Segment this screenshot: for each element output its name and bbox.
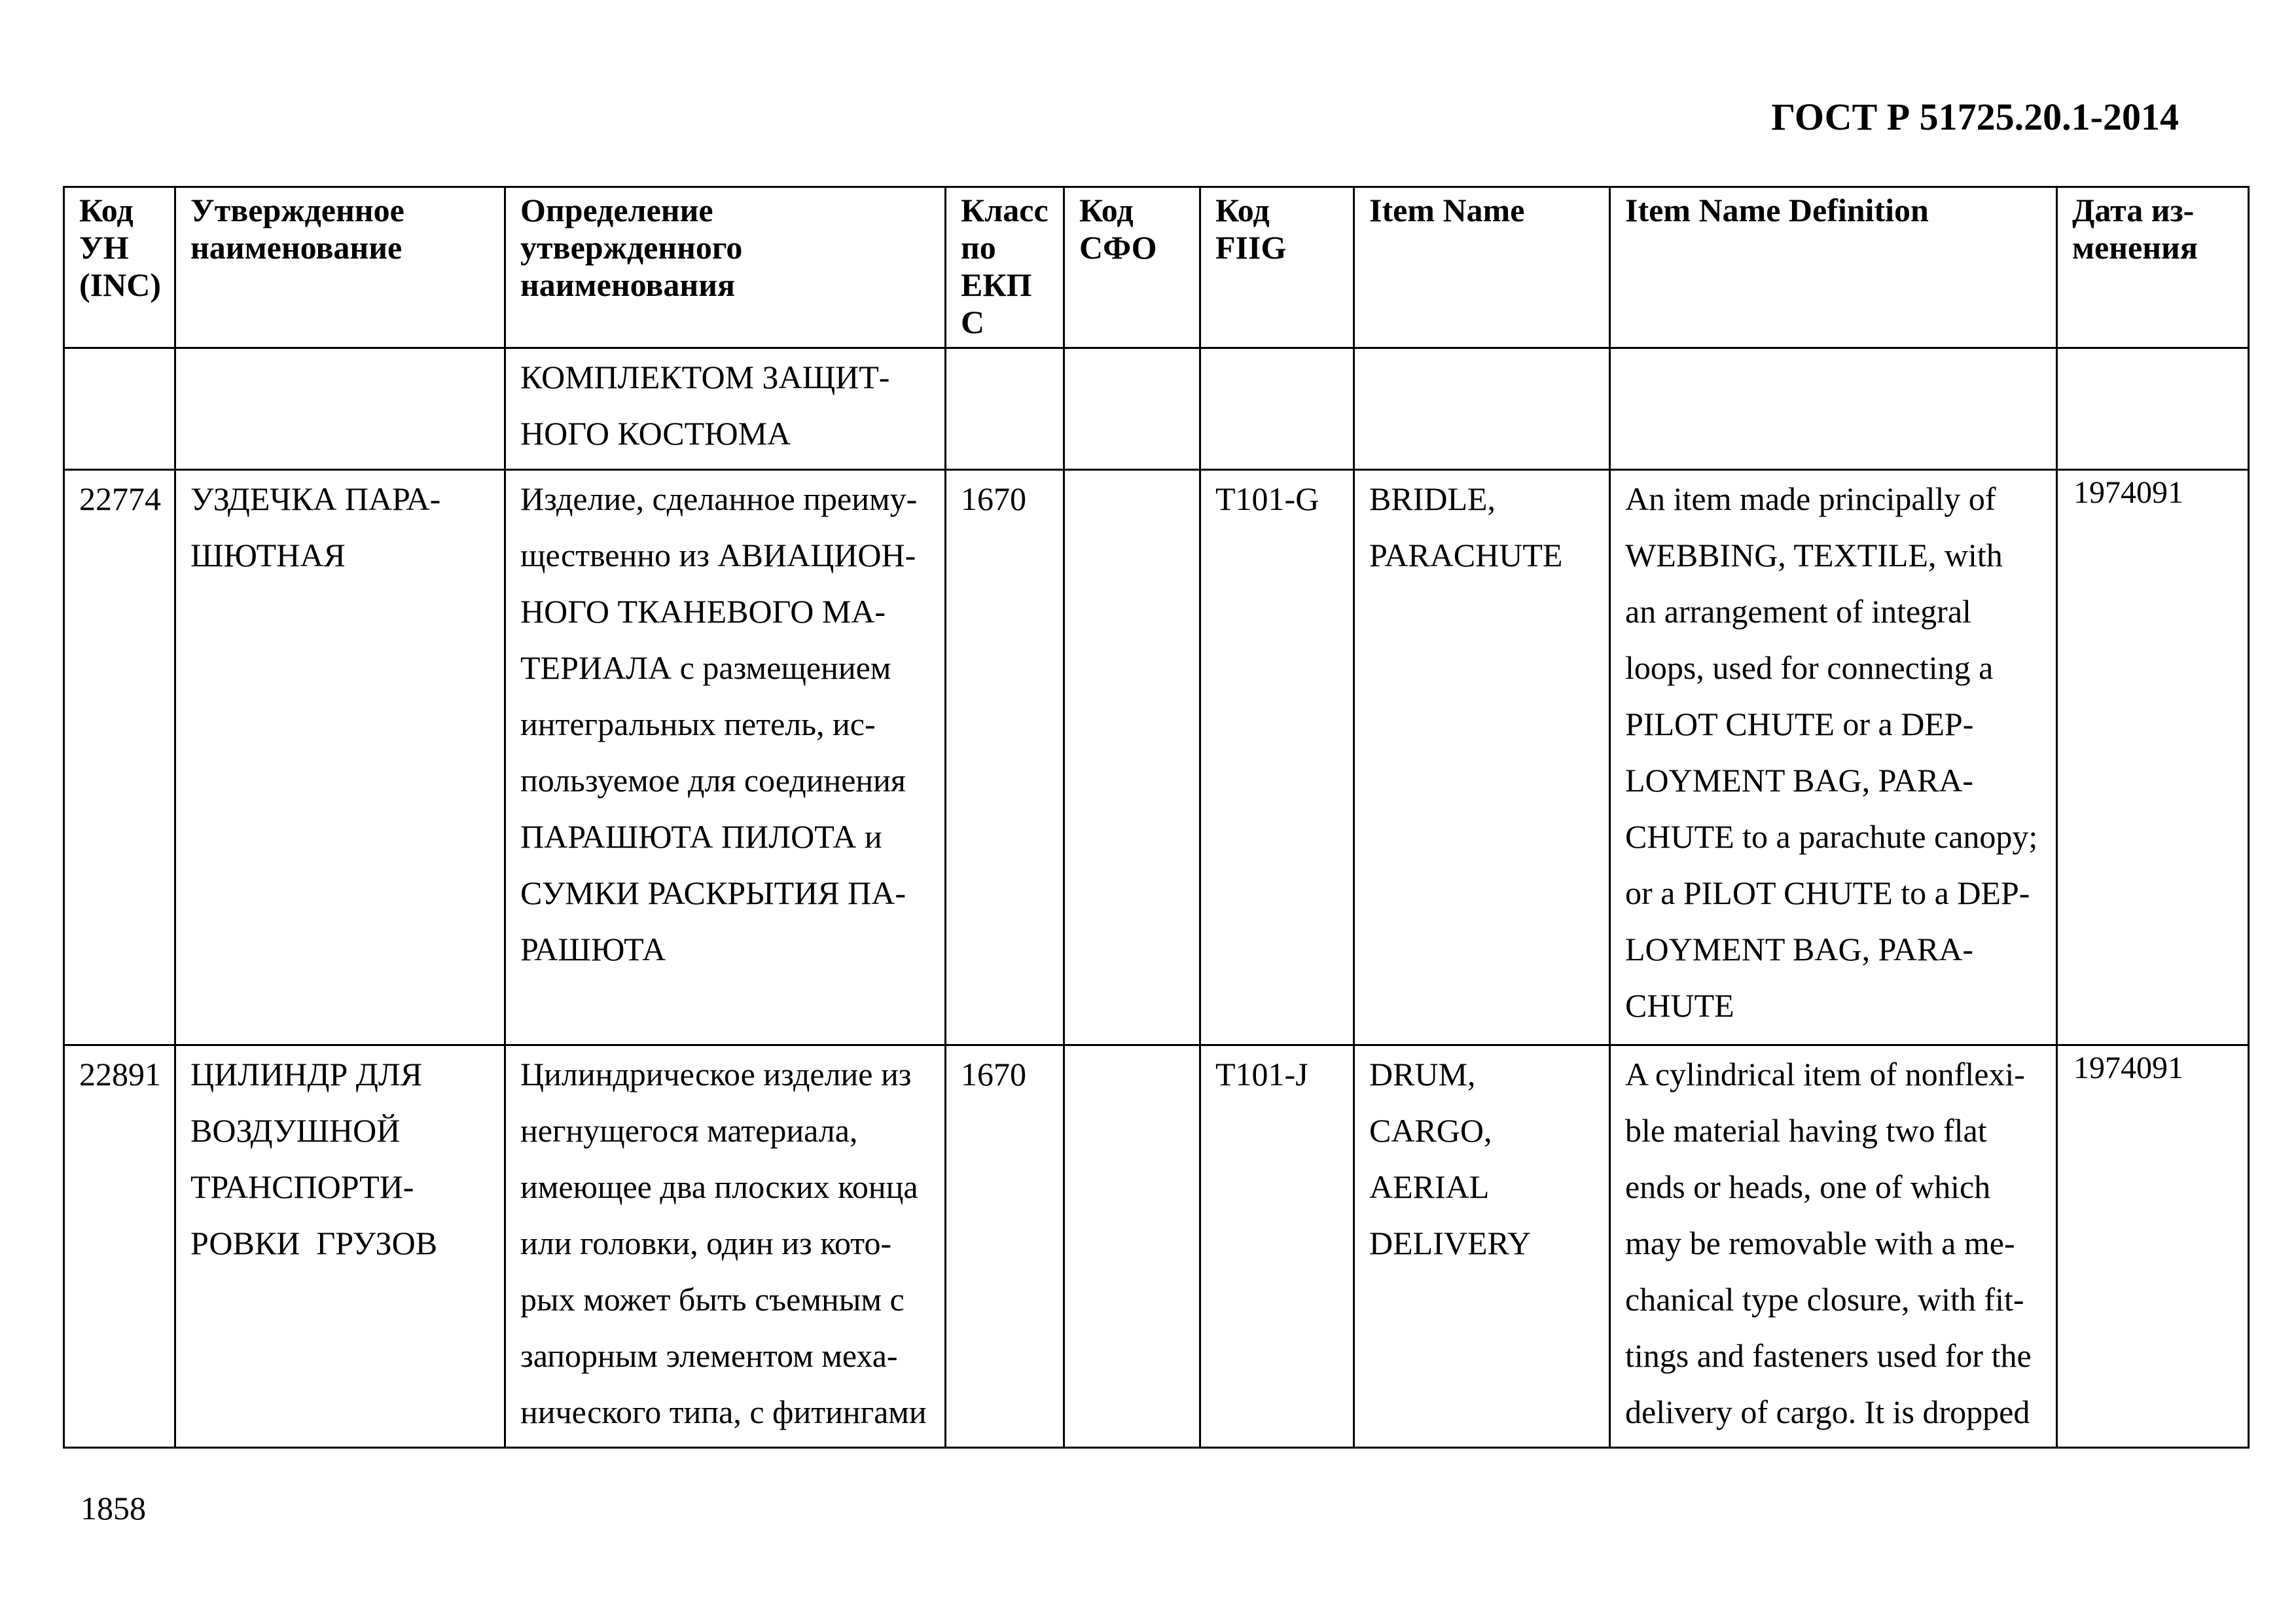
cell-ekps-class <box>946 348 1064 470</box>
nomenclature-table <box>63 186 2250 1449</box>
cell-inc-code: 22774 <box>64 470 175 1045</box>
cell-item-name: BRIDLE, PARACHUTE <box>1354 470 1610 1045</box>
header-fiig-code: Код FIIG <box>1200 187 1354 348</box>
cell-fiig-code: T101-J <box>1200 1045 1354 1448</box>
cell-definition: КОМПЛЕКТОМ ЗАЩИТ- НОГО КОСТЮМА <box>505 348 946 470</box>
cell-inc-code <box>64 348 175 470</box>
cell-definition: Изделие, сделанное преиму- щественно из АВИАЦИОН- НОГО ТКАНЕВОГО МА- ТЕРИАЛА с размещением интегральных петель, ис- пользуемое для соединения ПАРАШЮТА ПИЛОТА и СУМКИ РАСКРЫТИЯ ПА- РАШЮТА <box>505 470 946 1045</box>
header-approved-name: Утвержденное наименование <box>175 187 505 348</box>
cell-change-date: 1974091 <box>2057 470 2249 1045</box>
cell-item-name <box>1354 348 1610 470</box>
cell-item-name-definition <box>1610 348 2057 470</box>
cell-ekps-class: 1670 <box>946 470 1064 1045</box>
cell-item-name-definition: An item made principally of WEBBING, TEXTILE, with an arrangement of integral loops, used for connecting a PILOT CHUTE or a DEP- LOYMENT BAG, PARA- CHUTE to a parachute canopy; or a PILOT CHUTE to a DEP- LOYMENT BAG, PARA- CHUTE <box>1610 470 2057 1045</box>
cell-ekps-class: 1670 <box>946 1045 1064 1448</box>
cell-approved-name: УЗДЕЧКА ПАРА- ШЮТНАЯ <box>175 470 505 1045</box>
table-row <box>64 348 2249 470</box>
cell-change-date <box>2057 348 2249 470</box>
table-header-row <box>64 187 2249 348</box>
header-approved-name-definition: Определение утвержденного наименования <box>505 187 946 348</box>
cell-sfo-code <box>1064 348 1200 470</box>
cell-change-date: 1974091 <box>2057 1045 2249 1448</box>
cell-fiig-code <box>1200 348 1354 470</box>
cell-fiig-code: T101-G <box>1200 470 1354 1045</box>
header-change-date: Дата из- менения <box>2057 187 2249 348</box>
header-ekps-class: Класс по ЕКП С <box>946 187 1064 348</box>
cell-inc-code: 22891 <box>64 1045 175 1448</box>
cell-definition: Цилиндрическое изделие из негнущегося материала, имеющее два плоских конца или головки, один из кото- рых может быть съемным с запорным элементом меха- нического типа, с фитингами <box>505 1045 946 1448</box>
cell-item-name: DRUM, CARGO, AERIAL DELIVERY <box>1354 1045 1610 1448</box>
header-sfo-code: Код СФО <box>1064 187 1200 348</box>
header-item-name-definition: Item Name Definition <box>1610 187 2057 348</box>
cell-sfo-code <box>1064 1045 1200 1448</box>
page-number: 1858 <box>81 1490 146 1526</box>
cell-approved-name <box>175 348 505 470</box>
cell-approved-name: ЦИЛИНДР ДЛЯ ВОЗДУШНОЙ ТРАНСПОРТИ- РОВКИ ГРУЗОВ <box>175 1045 505 1448</box>
cell-item-name-definition: A cylindrical item of nonflexi- ble material having two flat ends or heads, one of which may be removable with a me- chanical type closure, with fit- tings and fasteners used for the delivery of cargo. It is dropped <box>1610 1045 2057 1448</box>
cell-sfo-code <box>1064 470 1200 1045</box>
table-row <box>64 1045 2249 1448</box>
table-row <box>64 470 2249 1045</box>
header-inc-code: Код УН (INC) <box>64 187 175 348</box>
header-item-name: Item Name <box>1354 187 1610 348</box>
standard-code-title: ГОСТ Р 51725.20.1-2014 <box>1771 96 2179 138</box>
